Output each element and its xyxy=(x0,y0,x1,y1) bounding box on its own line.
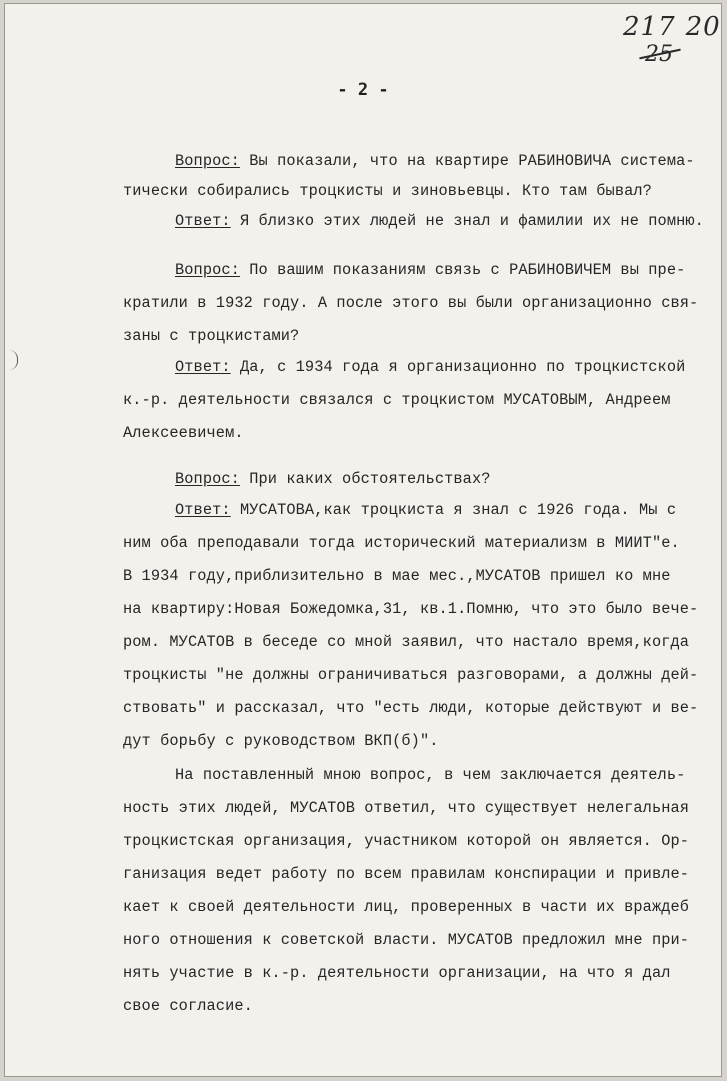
text-line: ствовать" и рассказал, что "есть люди, которые действуют и ве- xyxy=(123,699,699,717)
text-line: дут борьбу с руководством ВКП(б)". xyxy=(123,732,439,750)
text-line: тически собирались троцкисты и зиновьевцы. Кто там бывал? xyxy=(123,182,652,200)
text-line: ним оба преподавали тогда исторический материализм в МИИТ"е. xyxy=(123,534,680,552)
text-line: нять участие в к.-р. деятельности организации, на что я дал xyxy=(123,964,671,982)
text-line: ного отношения к советской власти. МУСАТОВ предложил мне при- xyxy=(123,931,690,949)
text-line: ром. МУСАТОВ в беседе со мной заявил, что настало время,когда xyxy=(123,633,690,651)
text-line: кратили в 1932 году. А после этого вы были организационно свя- xyxy=(123,294,699,312)
archive-folio-number: 217 20 xyxy=(623,12,721,42)
page-number: - 2 - xyxy=(337,80,389,100)
text-line: Ответ: Я близко этих людей не знал и фамилии их не помню. xyxy=(175,212,704,230)
text-line: к.-р. деятельности связался с троцкистом МУСАТОВЫМ, Андреем xyxy=(123,391,671,409)
text-line: троцкисты "не должны ограничиваться разговорами, а должны дей- xyxy=(123,666,699,684)
text-line: Алексеевичем. xyxy=(123,424,244,442)
text-line: кает к своей деятельности лиц, проверенных в части их враждеб xyxy=(123,898,690,916)
text-line: Вопрос: По вашим показаниям связь с РАБИНОВИЧЕМ вы пре- xyxy=(175,261,686,279)
text-line: Ответ: МУСАТОВА,как троцкиста я знал с 1926 года. Мы с xyxy=(175,501,677,519)
answer-label: Ответ: xyxy=(175,501,231,519)
text-line: ганизация ведет работу по всем правилам конспирации и привле- xyxy=(123,865,690,883)
text-line: На поставленный мною вопрос, в чем заключается деятель- xyxy=(175,766,686,784)
question-label: Вопрос: xyxy=(175,152,240,170)
margin-mark xyxy=(9,350,18,370)
question-label: Вопрос: xyxy=(175,470,240,488)
text-line: свое согласие. xyxy=(123,997,253,1015)
answer-label: Ответ: xyxy=(175,358,231,376)
archive-folio-old-struck: 25 xyxy=(645,42,673,67)
question-label: Вопрос: xyxy=(175,261,240,279)
text-line: троцкистская организация, участником которой он является. Ор- xyxy=(123,832,690,850)
text-line: заны с троцкистами? xyxy=(123,327,300,345)
text-line: на квартиру:Новая Божедомка,31, кв.1.Помню, что это было вече- xyxy=(123,600,699,618)
text-line: В 1934 году,приблизительно в мае мес.,МУСАТОВ пришел ко мне xyxy=(123,567,671,585)
text-line: Ответ: Да, с 1934 года я организационно по троцкистской xyxy=(175,358,686,376)
answer-label: Ответ: xyxy=(175,212,231,230)
text-line: ность этих людей, МУСАТОВ ответил, что существует нелегальная xyxy=(123,799,690,817)
text-line: Вопрос: При каких обстоятельствах? xyxy=(175,470,491,488)
document-page xyxy=(4,3,722,1077)
text-line: Вопрос: Вы показали, что на квартире РАБИНОВИЧА система- xyxy=(175,152,695,170)
